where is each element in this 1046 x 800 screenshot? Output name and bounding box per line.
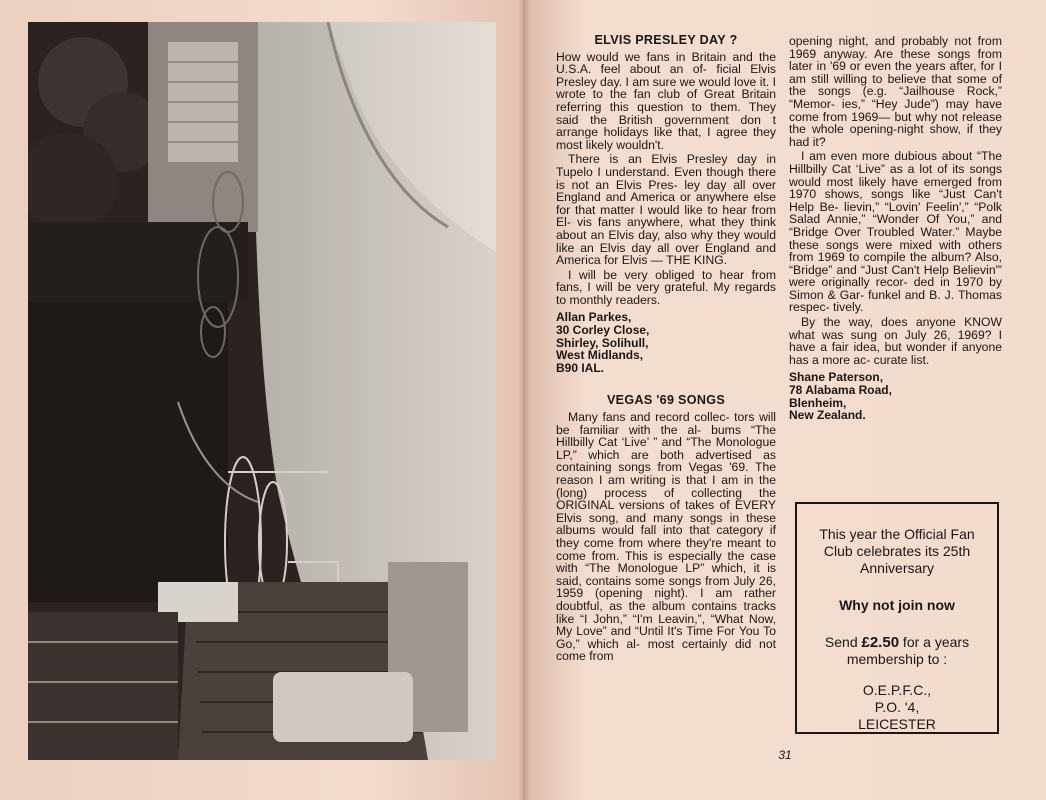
signature-line: B90 IAL. — [556, 360, 605, 375]
letter-1-signature — [556, 311, 776, 374]
advert-headline: Why not join now — [839, 597, 955, 613]
letters-column-1 — [556, 34, 776, 663]
page-gutter — [518, 0, 530, 800]
address-line: P.O. '4, — [874, 699, 920, 715]
letter-1-paragraph: There is an Elvis Presley day in Tupelo I understand. Even though there is not an Elvis Pres- ley day all over England and America or anywhere else for that matter I would like to hear from El- vis fans anywhere, what they think about an Elvis day, also why they would like an Elvis day all over England and America for Elvis — THE KING. — [556, 152, 776, 268]
letter-1-title: ELVIS PRESLEY DAY ? — [594, 33, 738, 47]
letters-column-2 — [789, 35, 1002, 422]
letter-1-paragraph: I will be very obliged to hear from fans, I will be very grateful. My regards to monthly readers. — [556, 267, 776, 307]
letter-2-signature — [789, 371, 1002, 421]
signature-line: New Zealand. — [789, 408, 866, 423]
address-line: LEICESTER — [858, 716, 936, 732]
fan-club-advert — [795, 502, 999, 734]
signature-line: 78 Alabama Road, — [789, 383, 892, 398]
signature-line: Shane Paterson, — [789, 370, 884, 385]
letter-2-title: VEGAS '69 SONGS — [606, 393, 726, 408]
letter-2-paragraph: By the way, does anyone KNOW what was sung on July 26, 1969? I have a fair idea, but wonder if anyone has a more ac- curate list. — [789, 315, 1002, 367]
advert-price: £2.50 — [861, 634, 900, 651]
signature-line: 30 Corley Close, — [556, 323, 650, 338]
advert-membership — [797, 634, 997, 668]
advert-address — [797, 682, 997, 733]
address-line: O.E.P.F.C., — [862, 682, 932, 698]
letter-2-paragraph: Many fans and record collec- tors will be familiar with the al- bums “The Hillbilly Cat ‘Live’ ” and “The Monologue LP,” which are both advertised as containing songs from Vegas '69. The reason I am writing is that I am in the (long) process of collecting the ORIGINAL versions of takes of EVERY Elvis song, and many songs in these albums would fall into that category if they come from where they're meant to come from. This is especially the case with “The Monologue LP” which, it is said, contains some songs from July 26, 1959 (opening night). I am rather doubtful, as the album contains tracks like “I John,” “I'm Leavin,”, “What Now, My Love” and “Until It's Time For You To Go,” which al- most certainly did not come from — [556, 410, 776, 664]
advert-send-prefix: Send — [824, 634, 862, 650]
photograph-image — [28, 22, 496, 760]
signature-line: Blenheim, — [789, 395, 847, 410]
signature-line: Allan Parkes, — [556, 310, 632, 325]
signature-line: Shirley, Solihull, — [556, 335, 649, 350]
advert-send-suffix: for a years membership to : — [846, 634, 970, 667]
signature-line: West Midlands, — [556, 348, 644, 363]
letter-2-paragraph: I am even more dubious about “The Hillbilly Cat ‘Live” as a lot of its songs would most likely have emerged from 1970 shows, songs like “Just Can't Help Be- lievin,” “Lovin' Feelin',” “Polk Salad Annie,” “Wonder Of You,” and “Bridge Over Troubled Water.” Maybe these songs were mixed with others from 1969 to compile the album? Also, “Bridge” and “Just Can't Help Believin'” were originally recor- ded in 1970 by Simon & Gar- funkel and B. J. Thomas respec- tively. — [789, 149, 1002, 315]
letter-2-paragraph: opening night, and probably not from 1969 anyway. Are these songs from later in '69 or even the years after, for I am still willing to believe that some of the songs (e.g. “Jailhouse Rock,” “Memor- ies,” “Hey Jude”) may have come from 1969— but why not release the whole opening-night show, if they had it? — [789, 34, 1002, 149]
letter-1-paragraph: How would we fans in Britain and the U.S.A. feel about an of- ficial Elvis Presley day. I am sure we would love it. I wrote to the fan club of Great Britain referring this question to them. They said the British government don t arrange holidays like that, I agree they most likely wouldn't. — [556, 49, 776, 152]
page-number: 31 — [778, 748, 792, 762]
advert-intro: This year the Official Fan Club celebrates its 25th Anniversary — [819, 526, 975, 576]
photograph — [28, 22, 496, 760]
